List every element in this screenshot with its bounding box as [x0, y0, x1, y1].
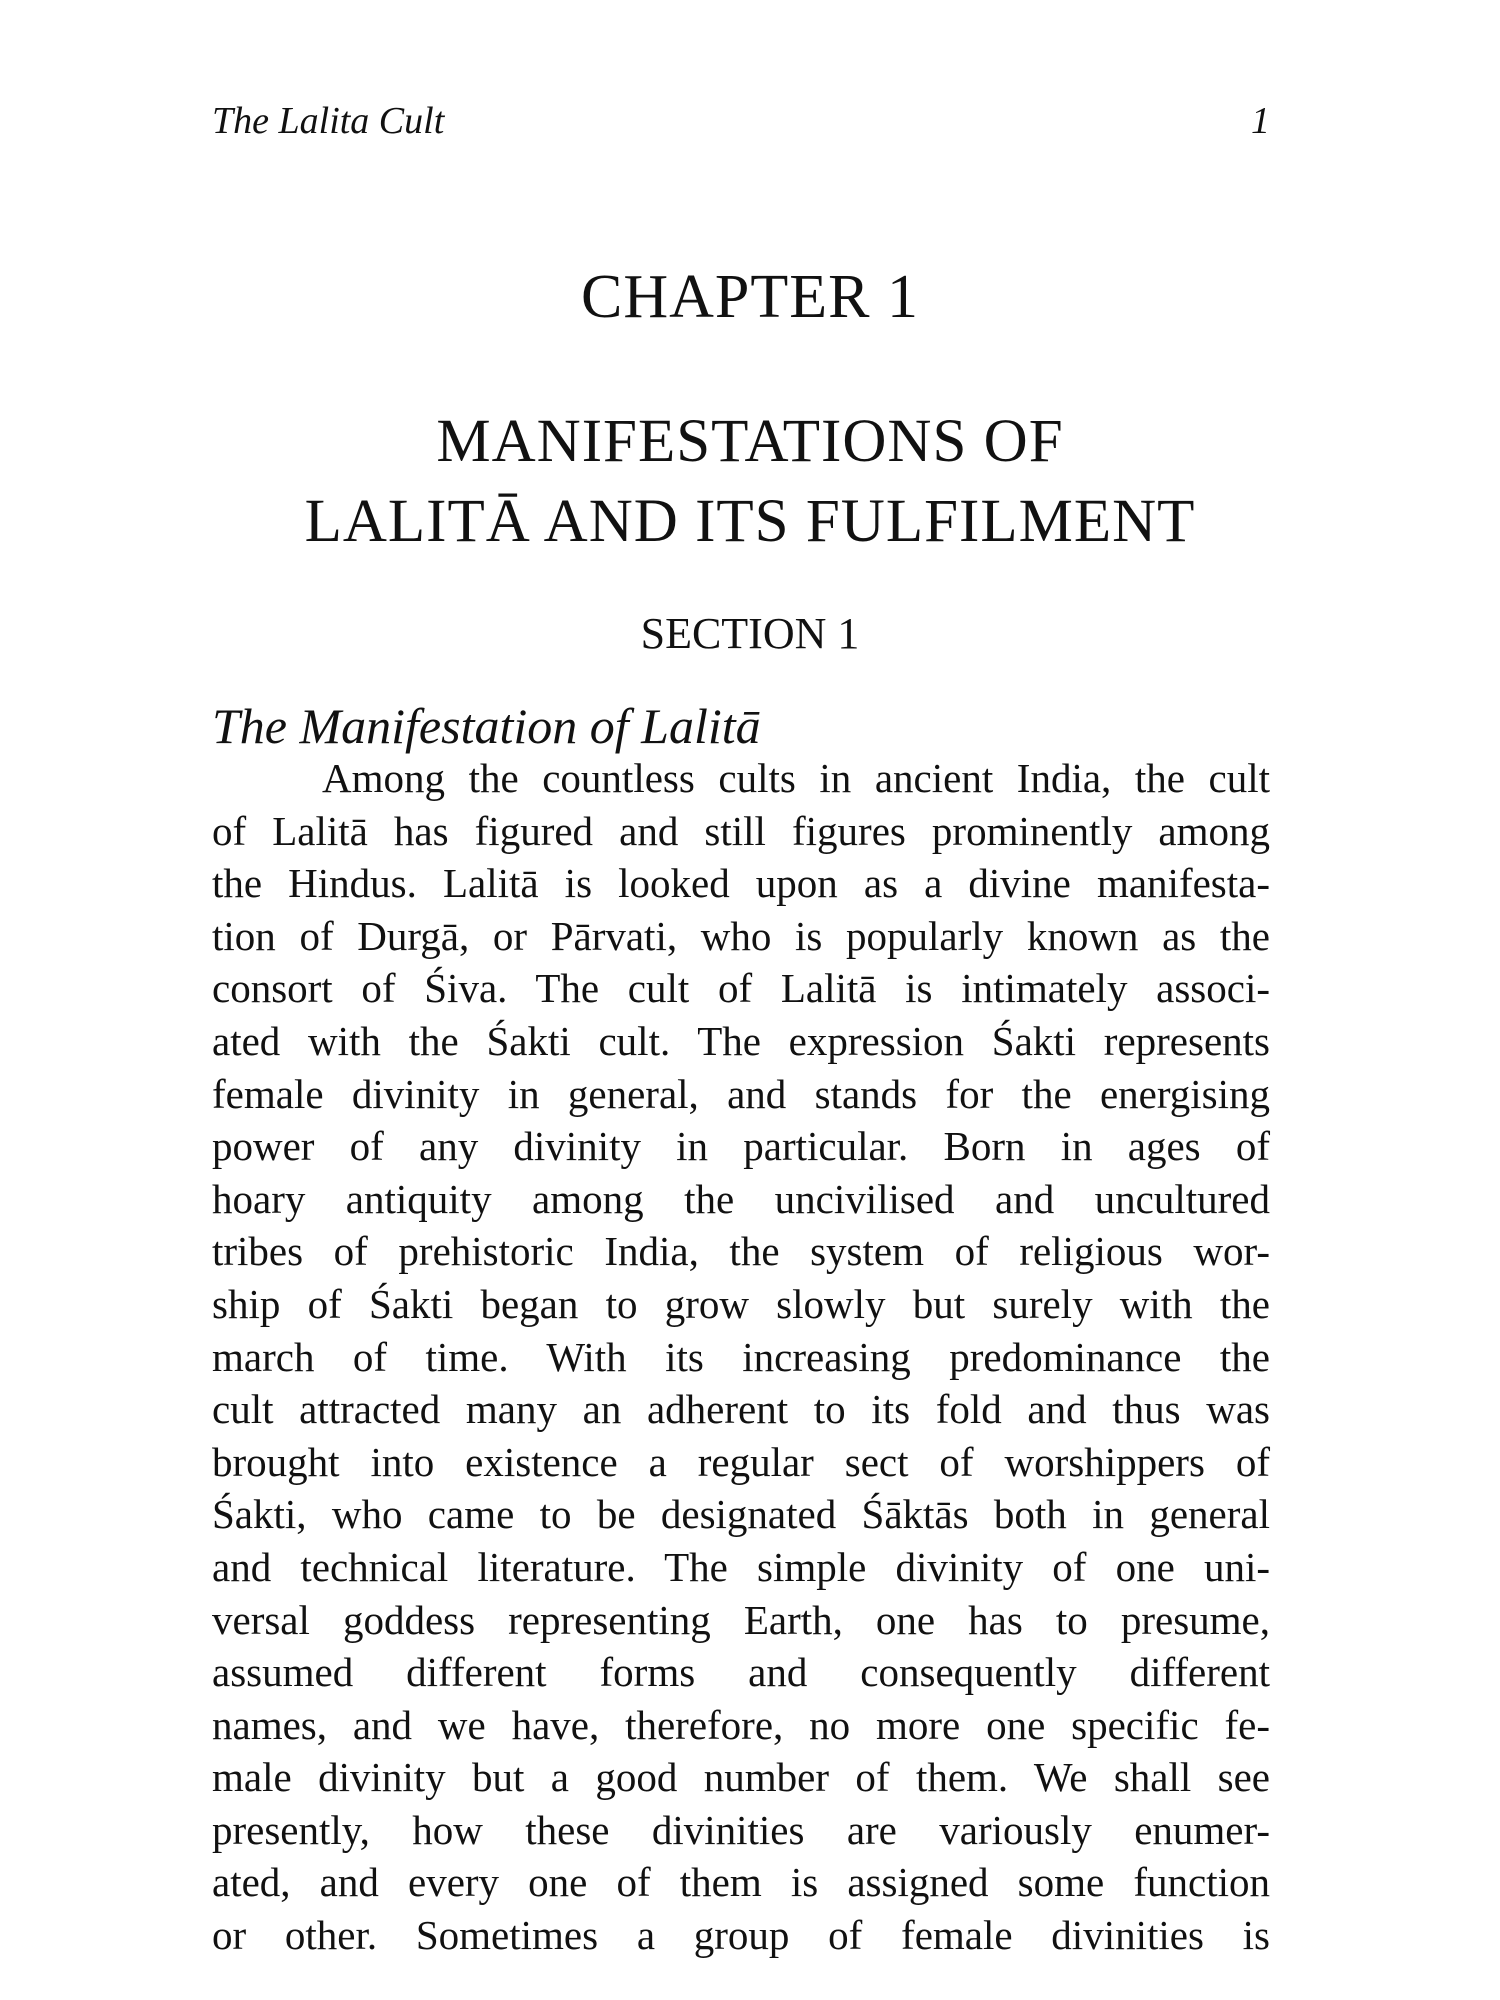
- body-line: Śakti, who came to be designated Śāktās both in general: [212, 1491, 1270, 1538]
- body-line: or other. Sometimes a group of female divinities is: [212, 1912, 1270, 1959]
- body-line: power of any divinity in particular. Born in ages of: [212, 1123, 1270, 1170]
- chapter-title: [0, 402, 1500, 562]
- section-label: SECTION 1: [640, 609, 860, 658]
- body-line: of Lalitā has figured and still figures prominently among: [212, 807, 1270, 854]
- body-line: names, and we have, therefore, no more one specific fe-: [212, 1701, 1270, 1748]
- body-line: cult attracted many an adherent to its fold and thus was: [212, 1386, 1270, 1433]
- chapter-label: CHAPTER 1: [581, 263, 919, 331]
- body-line: the Hindus. Lalitā is looked upon as a divine manifesta-: [212, 860, 1270, 907]
- chapter-title-line-2: LALITĀ AND ITS FULFILMENT: [304, 488, 1196, 555]
- body-line: ated, and every one of them is assigned some function: [212, 1859, 1270, 1906]
- body-line: tion of Durgā, or Pārvati, who is popularly known as the: [212, 912, 1270, 959]
- body-line: tribes of prehistoric India, the system of religious wor-: [212, 1228, 1270, 1275]
- body-line: march of time. With its increasing predominance the: [212, 1333, 1270, 1380]
- section-heading: The Manifestation of Lalitā: [212, 698, 761, 754]
- body-line: consort of Śiva. The cult of Lalitā is intimately associ-: [212, 965, 1270, 1012]
- page-number: 1: [1251, 100, 1270, 142]
- body-line: ship of Śakti began to grow slowly but surely with the: [212, 1280, 1270, 1327]
- body-line: assumed different forms and consequently different: [212, 1649, 1270, 1696]
- body-line: versal goddess representing Earth, one has to presume,: [212, 1596, 1270, 1643]
- running-header: [212, 96, 1270, 146]
- body-paragraph: [212, 752, 1270, 1962]
- body-line: presently, how these divinities are variously enumer-: [212, 1806, 1270, 1853]
- body-line: Among the countless cults in ancient India, the cult: [322, 755, 1270, 801]
- body-line: male divinity but a good number of them. We shall see: [212, 1754, 1270, 1801]
- body-line: and technical literature. The simple divinity of one uni-: [212, 1543, 1270, 1590]
- body-line: female divinity in general, and stands for the energising: [212, 1070, 1270, 1117]
- body-line: brought into existence a regular sect of worshippers of: [212, 1438, 1270, 1485]
- body-line: ated with the Śakti cult. The expression Śakti represents: [212, 1017, 1270, 1064]
- chapter-title-line-1: MANIFESTATIONS OF: [436, 408, 1064, 475]
- body-line: hoary antiquity among the uncivilised and uncultured: [212, 1175, 1270, 1222]
- running-title: The Lalita Cult: [212, 100, 445, 142]
